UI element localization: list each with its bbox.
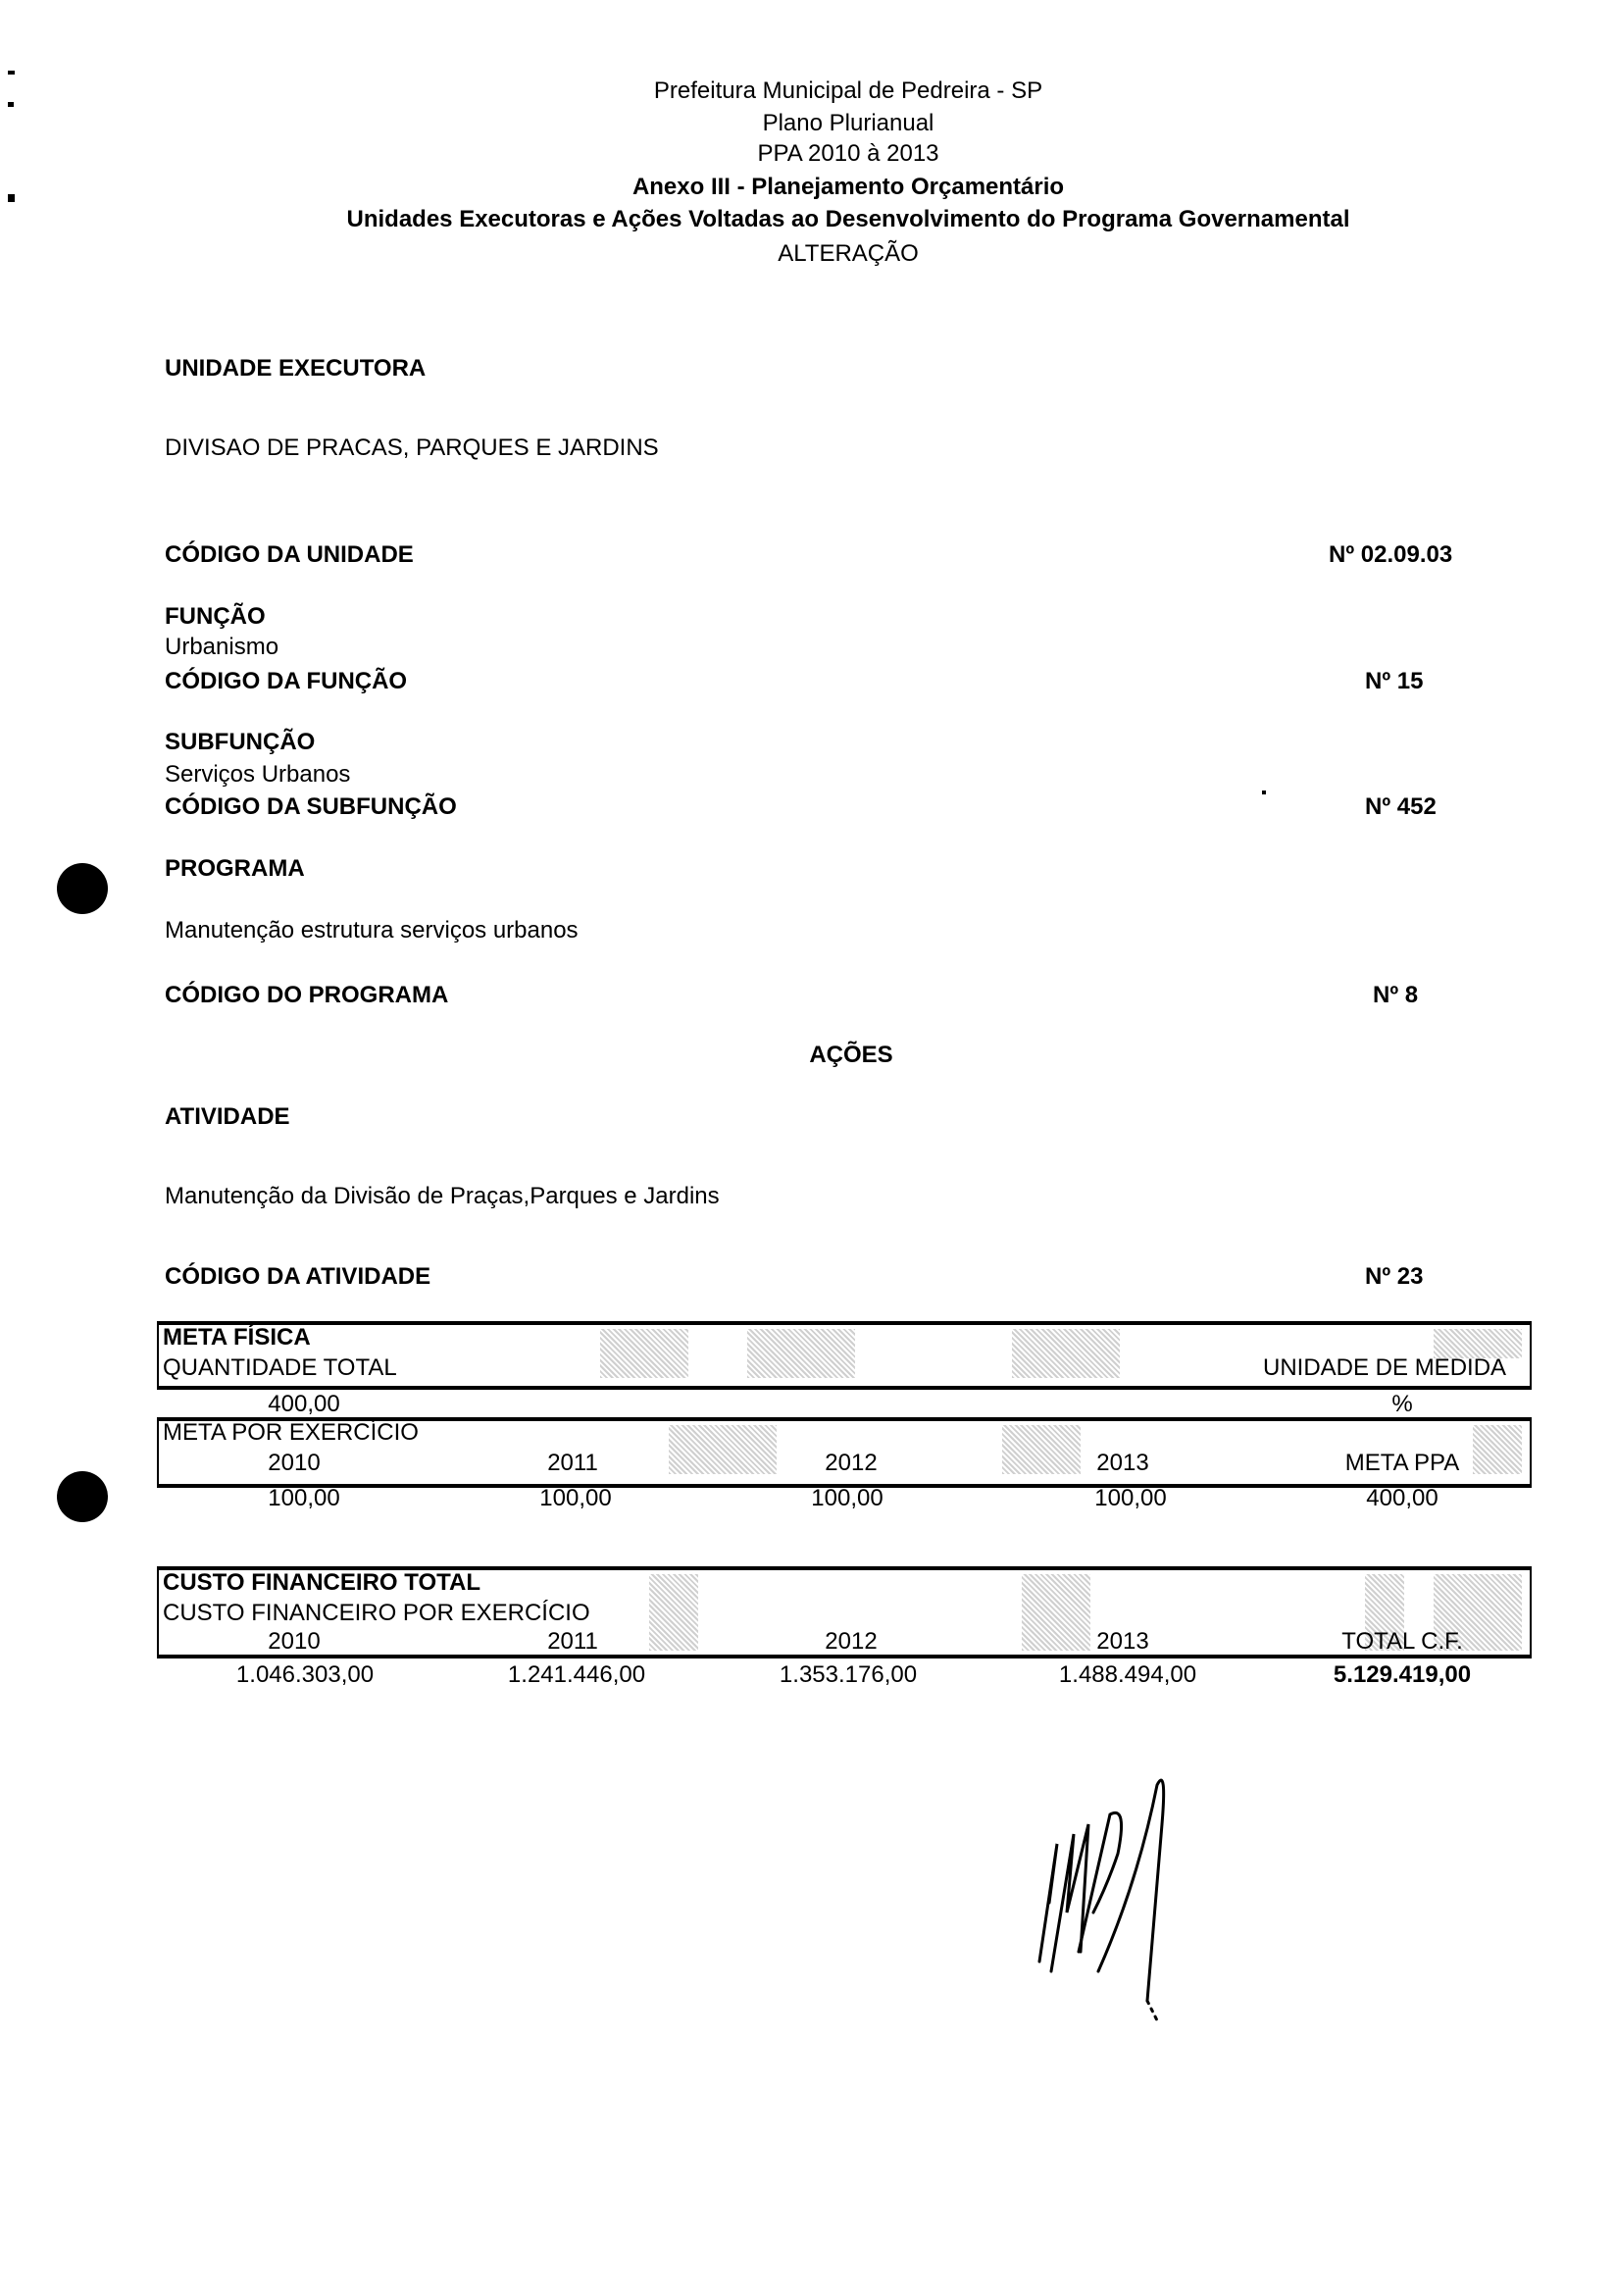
meta-value-ppa: 400,00	[1366, 1485, 1438, 1511]
subfuncao-code: Nº 452	[1365, 793, 1437, 820]
header-line-5: Unidades Executoras e Ações Voltadas ao Desenvolvimento do Programa Governamental	[346, 206, 1350, 232]
meta-col-2011: 2011	[547, 1450, 598, 1476]
atividade-code: Nº 23	[1365, 1263, 1424, 1290]
custo-value-2012: 1.353.176,00	[779, 1661, 918, 1688]
header-line-4: Anexo III - Planejamento Orçamentário	[631, 174, 1065, 200]
subfuncao-code-label: CÓDIGO DA SUBFUNÇÃO	[165, 793, 457, 820]
custo-por-exercicio-title: CUSTO FINANCEIRO POR EXERCÍCIO	[163, 1600, 590, 1626]
custo-col-2012: 2012	[825, 1628, 878, 1655]
funcao-code: Nº 15	[1365, 668, 1424, 694]
meta-value-2011: 100,00	[539, 1485, 612, 1511]
handwritten-signature	[1020, 1765, 1216, 2040]
funcao-code-label: CÓDIGO DA FUNÇÃO	[165, 668, 408, 694]
halftone	[747, 1329, 855, 1378]
atividade-code-label: CÓDIGO DA ATIVIDADE	[165, 1263, 431, 1290]
meta-col-2012: 2012	[825, 1450, 878, 1476]
acoes-title: AÇÕES	[809, 1042, 893, 1068]
custo-value-2013: 1.488.494,00	[1058, 1661, 1197, 1688]
unidade-code: Nº 02.09.03	[1329, 541, 1453, 568]
punch-hole	[57, 863, 108, 914]
custo-value-2011: 1.241.446,00	[507, 1661, 646, 1688]
header-line-6: ALTERAÇÃO	[778, 240, 919, 267]
meta-col-ppa: META PPA	[1344, 1450, 1460, 1476]
quantidade-total-label: QUANTIDADE TOTAL	[163, 1354, 397, 1381]
funcao-label: FUNÇÃO	[165, 603, 266, 630]
programa-label: PROGRAMA	[165, 855, 305, 882]
meta-value-2013: 100,00	[1094, 1485, 1167, 1511]
unidade-name: DIVISAO DE PRACAS, PARQUES E JARDINS	[165, 434, 659, 461]
atividade-name: Manutenção da Divisão de Praças,Parques e Jardins	[165, 1183, 720, 1209]
programa-code-label: CÓDIGO DO PROGRAMA	[165, 982, 449, 1008]
subfuncao-label: SUBFUNÇÃO	[165, 729, 316, 755]
unidade-code-label: CÓDIGO DA UNIDADE	[165, 541, 414, 568]
unidade-medida-label: UNIDADE DE MEDIDA	[1263, 1354, 1507, 1381]
punch-hole	[57, 1471, 108, 1522]
custo-col-total: TOTAL C.F.	[1341, 1628, 1463, 1655]
halftone	[600, 1329, 688, 1378]
meta-fisica-title: META FÍSICA	[163, 1324, 311, 1351]
meta-value-2012: 100,00	[811, 1485, 883, 1511]
meta-por-exercicio-title: META POR EXERCÍCIO	[163, 1419, 419, 1446]
meta-value-2010: 100,00	[268, 1485, 340, 1511]
unidade-label: UNIDADE EXECUTORA	[165, 355, 427, 382]
custo-col-2010: 2010	[268, 1628, 321, 1655]
custo-financeiro-title: CUSTO FINANCEIRO TOTAL	[163, 1569, 480, 1596]
custo-value-total: 5.129.419,00	[1333, 1661, 1472, 1688]
header-line-2: Plano Plurianual	[762, 110, 934, 136]
header-line-3: PPA 2010 à 2013	[757, 140, 939, 167]
atividade-label: ATIVIDADE	[165, 1103, 290, 1130]
header-line-1: Prefeitura Municipal de Pedreira - SP	[653, 77, 1043, 104]
halftone	[649, 1574, 698, 1651]
custo-col-2011: 2011	[547, 1628, 598, 1655]
halftone	[1002, 1425, 1081, 1474]
custo-col-2013: 2013	[1096, 1628, 1149, 1655]
halftone	[669, 1425, 777, 1474]
custo-value-2010: 1.046.303,00	[235, 1661, 375, 1688]
meta-col-2010: 2010	[268, 1450, 321, 1476]
quantidade-total-value: 400,00	[268, 1391, 340, 1417]
subfuncao-name: Serviços Urbanos	[165, 761, 351, 788]
halftone	[1012, 1329, 1120, 1378]
halftone	[1473, 1425, 1522, 1474]
scan-mark	[8, 71, 15, 75]
funcao-name: Urbanismo	[165, 634, 279, 660]
unidade-medida-value: %	[1391, 1391, 1413, 1417]
meta-col-2013: 2013	[1096, 1450, 1149, 1476]
programa-name: Manutenção estrutura serviços urbanos	[165, 917, 579, 944]
scan-speck	[1262, 791, 1266, 794]
halftone	[1022, 1574, 1090, 1651]
programa-code: Nº 8	[1373, 982, 1419, 1008]
